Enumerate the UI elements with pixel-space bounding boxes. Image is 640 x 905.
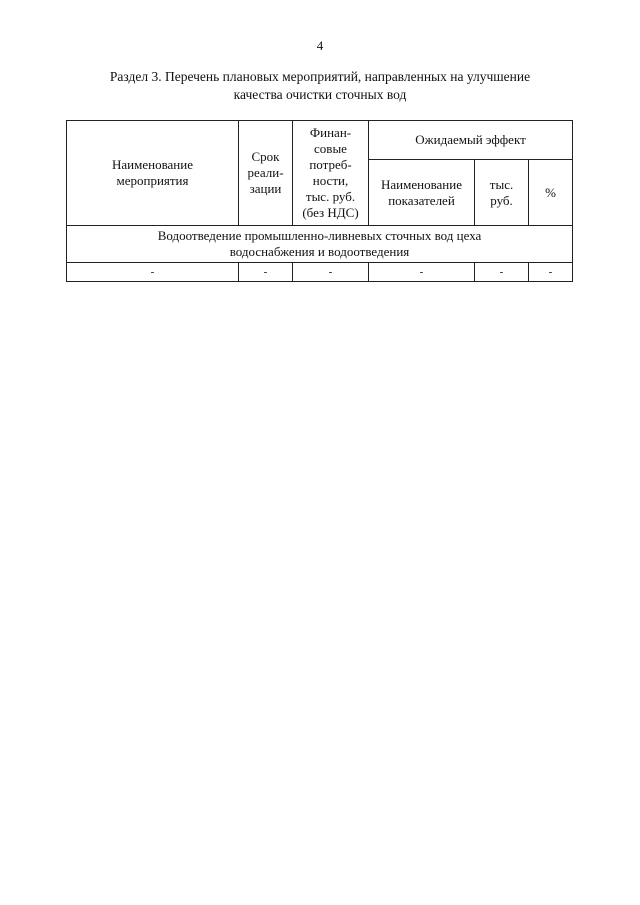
page-number: 4 [316,38,324,53]
cell-percent: - [529,263,573,282]
cell-financial-needs: - [293,263,369,282]
header-expected-effect: Ожидаемый эффект [369,121,573,160]
group-title [67,226,573,263]
header-thousand-rub: тыс. руб. [475,160,529,226]
section-title [80,68,560,104]
header-financial-needs: Финан- совые потреб- ности, тыс. руб. (без НДС) [293,121,369,226]
section-title-line-2: качества очистки сточных вод [233,87,407,102]
table-row [67,263,573,282]
header-measure-name: Наименование мероприятия [67,121,239,226]
header-term: Срок реали- зации [239,121,293,226]
cell-measure-name: - [67,263,239,282]
header-percent: % [529,160,573,226]
cell-term: - [239,263,293,282]
group-title-line-1: Водоотведение промышленно-ливневых сточных вод цеха [157,228,482,243]
header-indicators: Наименование показателей [369,160,475,226]
cell-thousand-rub: - [475,263,529,282]
group-title-line-2: водоснабжения и водоотведения [229,244,410,259]
table-group-row [67,226,573,263]
cell-indicators: - [369,263,475,282]
measures-table [66,120,573,282]
section-title-line-1: Раздел 3. Перечень плановых мероприятий, направленных на улучшение [109,69,531,84]
